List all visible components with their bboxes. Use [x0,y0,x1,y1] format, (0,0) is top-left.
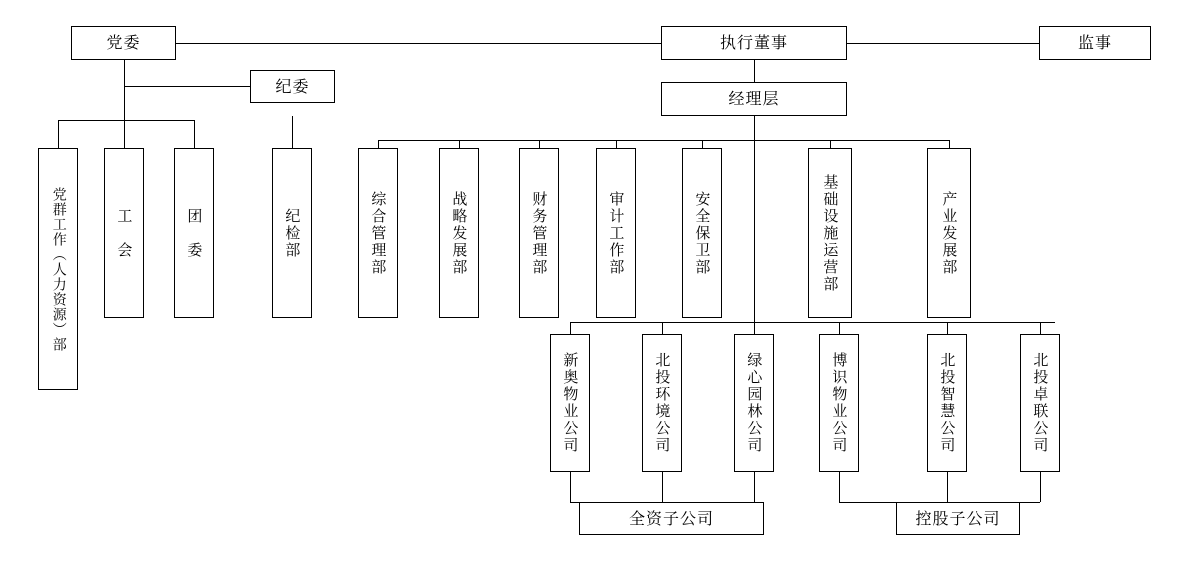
connector-drop-party-mass [58,120,59,148]
connector-drop-security [702,140,703,148]
node-label: 财务管理部 [530,190,549,276]
node-security-guard[interactable] [682,148,722,318]
connector-drop-beitou-env [662,322,663,334]
connector-drop-industry [949,140,950,148]
node-xinao-property[interactable] [550,334,590,472]
node-label: 博识物业公司 [830,352,849,454]
node-executive-director[interactable] [661,26,847,60]
node-label: 全资子公司 [628,508,714,528]
node-label: 党委 [106,33,141,53]
connector-drop-zhuolian [1040,322,1041,334]
node-label: 北投环境公司 [653,352,672,454]
connector-xinao-down [570,472,571,502]
node-label: 党群工作（人力资源）部 [50,186,67,352]
connector-party-to-director [176,43,661,44]
node-party-committee[interactable] [71,26,176,60]
node-label: 团 委 [185,207,204,259]
node-finance-management[interactable] [519,148,559,318]
node-label: 综合管理部 [369,190,388,276]
connector-subsidiary-bus [570,322,1055,323]
node-label: 经理层 [728,89,780,109]
connector-drop-audit [616,140,617,148]
node-label: 工 会 [115,207,134,259]
node-label: 绿心园林公司 [745,352,764,454]
node-discipline-inspection[interactable] [272,148,312,318]
connector-drop-union [124,120,125,148]
node-label: 纪检部 [283,207,302,259]
connector-drop-xinao [570,322,571,334]
connector-party-branch-bus [58,120,194,121]
node-lvxin-garden[interactable] [734,334,774,472]
node-label: 监事 [1077,33,1112,53]
connector-drop-league [194,120,195,148]
node-label: 北投智慧公司 [938,352,957,454]
connector-zhuolian-down [1040,472,1041,502]
connector-drop-lvxin [754,322,755,334]
connector-manager-down [754,116,755,140]
node-label: 北投卓联公司 [1031,352,1050,454]
node-label: 审计工作部 [607,190,626,276]
connector-drop-boshi [839,322,840,334]
node-label: 产业发展部 [940,190,959,276]
node-label: 新奥物业公司 [561,352,580,454]
node-label: 基础设施运营部 [821,173,840,293]
node-manager-level[interactable] [661,82,847,116]
node-strategy-development[interactable] [439,148,479,318]
node-youth-league[interactable] [174,148,214,318]
node-beitou-wisdom[interactable] [927,334,967,472]
node-wholly-owned-subsidiaries[interactable] [579,502,764,535]
node-beitou-zhuolian[interactable] [1020,334,1060,472]
node-supervisor[interactable] [1039,26,1151,60]
node-discipline-committee[interactable] [250,70,335,103]
connector-wisdom-down [947,472,948,502]
connector-party-to-discipline [124,86,250,87]
node-label: 安全保卫部 [693,190,712,276]
connector-beitou-env-down [662,472,663,502]
connector-drop-infrastructure [830,140,831,148]
connector-lvxin-down [754,472,755,502]
connector-discipline-to-inspection [292,116,293,148]
connector-drop-wisdom [947,322,948,334]
node-audit-work[interactable] [596,148,636,318]
connector-department-bus [378,140,950,141]
node-infrastructure-operations[interactable] [808,148,852,318]
node-industry-development[interactable] [927,148,971,318]
connector-party-down [124,60,125,120]
connector-director-to-supervisor [847,43,1039,44]
connector-drop-comprehensive [378,140,379,148]
node-label: 战略发展部 [450,190,469,276]
node-comprehensive-management[interactable] [358,148,398,318]
node-label: 纪委 [275,76,310,96]
node-party-mass-work[interactable] [38,148,78,390]
node-label: 控股子公司 [915,508,1001,528]
node-labor-union[interactable] [104,148,144,318]
connector-boshi-down [839,472,840,502]
node-boshi-property[interactable] [819,334,859,472]
connector-drop-finance [539,140,540,148]
node-label: 执行董事 [719,33,788,53]
connector-drop-strategy [459,140,460,148]
connector-manager-to-subsidiary [754,140,755,322]
node-beitou-environment[interactable] [642,334,682,472]
connector-director-to-manager [754,60,755,82]
node-holding-subsidiaries[interactable] [896,502,1020,535]
